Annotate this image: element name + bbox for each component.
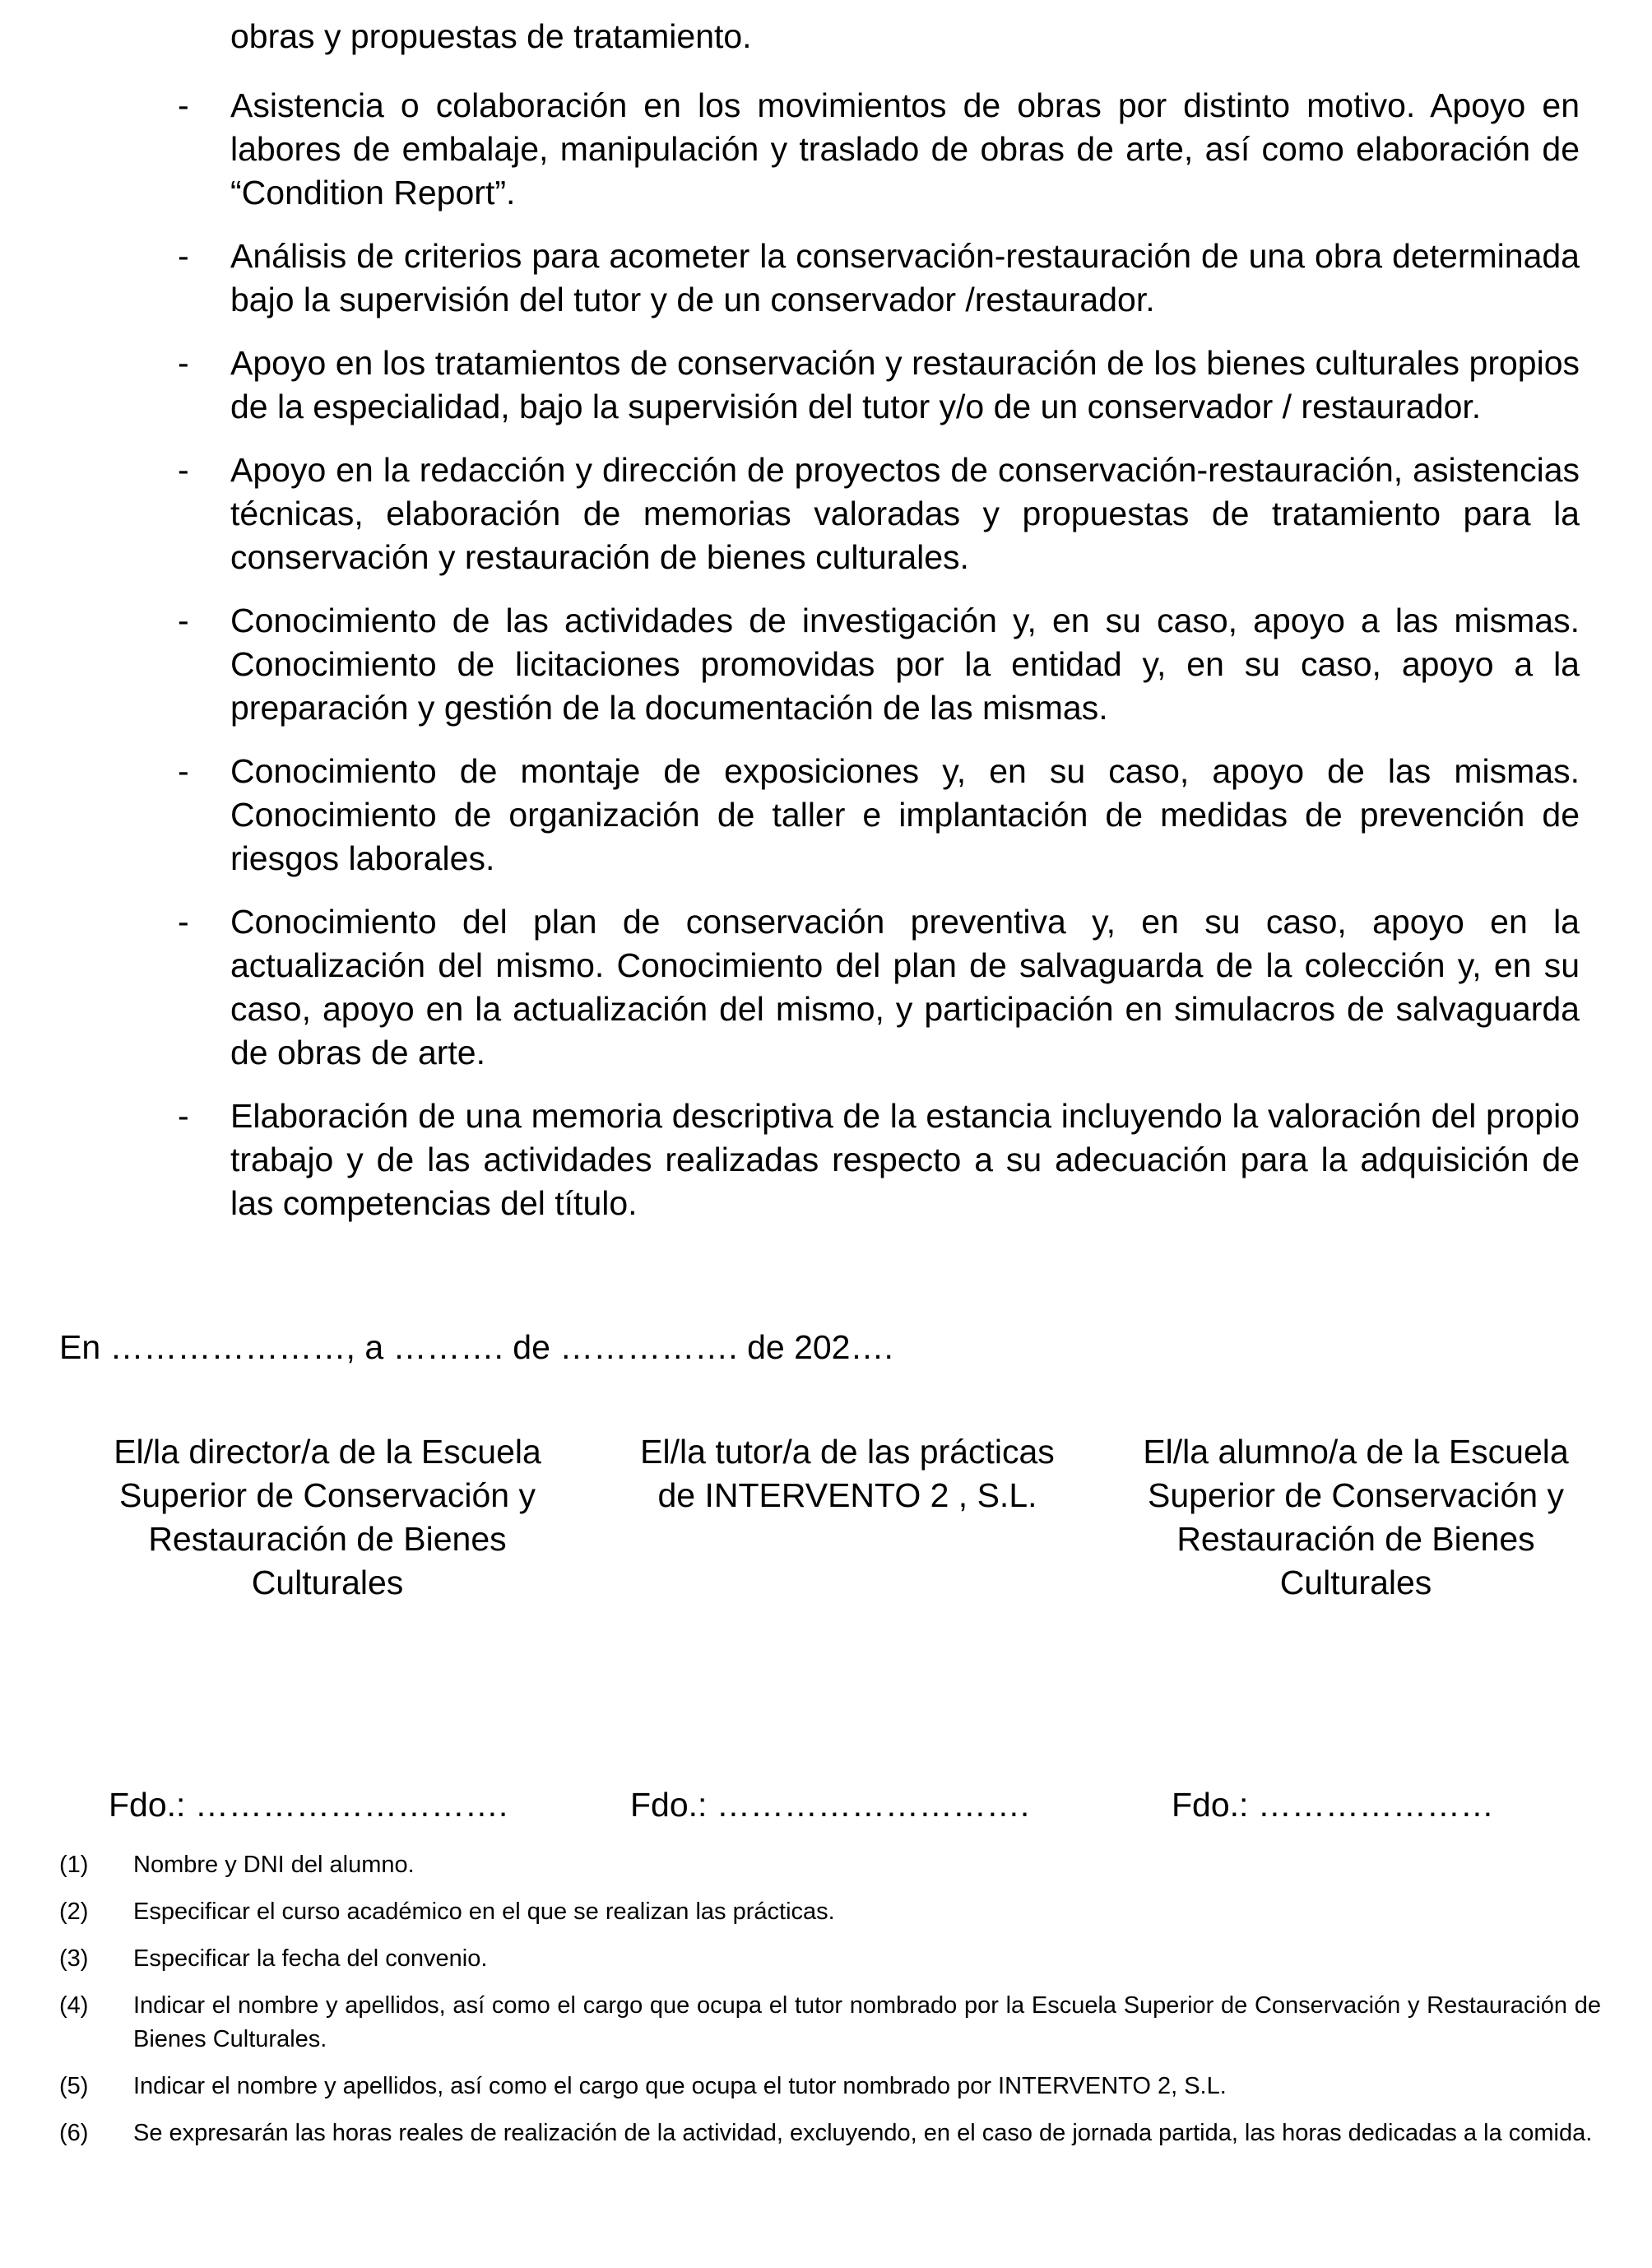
activities-list — [0, 84, 1652, 1245]
signature-line-director: Fdo.: ………………………. — [109, 1786, 508, 1824]
footnote-text: Especificar el curso académico en el que se realizan las prácticas. — [133, 1899, 835, 1925]
bullet-dash: - — [178, 86, 189, 124]
footnote-number: (2) — [59, 1899, 89, 1925]
list-item — [0, 235, 1652, 322]
list-item — [0, 599, 1652, 730]
signature-line-tutor: Fdo.: ………………………. — [630, 1786, 1030, 1824]
footnote — [0, 1895, 1652, 1929]
footnote-text: Indicar el nombre y apellidos, así como el cargo que ocupa el tutor nombrado por la Escuela Superior de Conservación y Restauración de Bienes Culturales. — [133, 1992, 1601, 2052]
footnote-text: Especificar la fecha del convenio. — [133, 1945, 488, 1972]
footnote — [0, 1989, 1652, 2057]
date-line: En …………………, a ………. de ……………. de 202…. — [59, 1328, 893, 1366]
bullet-dash: - — [178, 602, 189, 639]
list-item — [0, 84, 1652, 215]
signatory-tutor: El/la tutor/a de las prácticas de INTERVENTO 2 , S.L. — [640, 1433, 1055, 1514]
footnote — [0, 1848, 1652, 1882]
footnote-number: (1) — [59, 1852, 89, 1878]
footnote-text: Nombre y DNI del alumno. — [133, 1852, 415, 1878]
bullet-dash: - — [178, 1097, 189, 1135]
footnote-number: (6) — [59, 2120, 89, 2146]
signatory-director: El/la director/a de la Escuela Superior de Conservación y Restauración de Bienes Culturales — [114, 1433, 541, 1601]
footnote-number: (4) — [59, 1992, 89, 2019]
footnote — [0, 2117, 1652, 2150]
bullet-dash: - — [178, 237, 189, 275]
bullet-dash: - — [178, 752, 189, 790]
continuation-text: obras y propuestas de tratamiento. — [230, 17, 752, 55]
signatory-student: El/la alumno/a de la Escuela Superior de Conservación y Restauración de Bienes Culturales — [1143, 1433, 1569, 1601]
bullet-dash: - — [178, 903, 189, 941]
footnote — [0, 1942, 1652, 1976]
footnote-text: Se expresarán las horas reales de realización de la actividad, excluyendo, en el caso de jornada partida, las horas dedicadas a la comida. — [133, 2120, 1593, 2146]
footnote-number: (5) — [59, 2073, 89, 2099]
footnote-number: (3) — [59, 1945, 89, 1972]
list-item — [0, 342, 1652, 429]
list-item-text: Conocimiento de las actividades de investigación y, en su caso, apoyo a las mismas. Conocimiento de licitaciones promovidas por la entidad y, en su caso, apoyo a la preparación y gestión de la documentación de las mismas. — [230, 602, 1580, 727]
list-item-text: Conocimiento del plan de conservación preventiva y, en su caso, apoyo en la actualización del mismo. Conocimiento del plan de salvaguarda de la colección y, en su caso, apoyo en la actualización del mismo, y participación en simulacros de salvaguarda de obras de arte. — [230, 903, 1580, 1071]
list-item-text: Asistencia o colaboración en los movimientos de obras por distinto motivo. Apoyo en labores de embalaje, manipulación y traslado de obras de arte, así como elaboración de “Condition Report”. — [230, 86, 1580, 211]
list-item — [0, 1094, 1652, 1225]
list-item — [0, 750, 1652, 881]
list-item-text: Análisis de criterios para acometer la conservación-restauración de una obra determinada bajo la supervisión del tutor y de un conservador /restaurador. — [230, 237, 1580, 318]
list-item-text: Conocimiento de montaje de exposiciones y, en su caso, apoyo de las mismas. Conocimiento de organización de taller e implantación de medidas de prevención de riesgos laborales. — [230, 752, 1580, 877]
list-item-text: Apoyo en la redacción y dirección de proyectos de conservación-restauración, asistencias técnicas, elaboración de memorias valoradas y propuestas de tratamiento para la conservación y restauración de bienes culturales. — [230, 451, 1580, 576]
list-item-text: Apoyo en los tratamientos de conservación y restauración de los bienes culturales propios de la especialidad, bajo la supervisión del tutor y/o de un conservador / restaurador. — [230, 344, 1580, 425]
bullet-dash: - — [178, 451, 189, 489]
footnote-text: Indicar el nombre y apellidos, así como el cargo que ocupa el tutor nombrado por INTERVENTO 2, S.L. — [133, 2073, 1227, 2099]
list-item-text: Elaboración de una memoria descriptiva de la estancia incluyendo la valoración del propio trabajo y de las actividades realizadas respecto a su adecuación para la adquisición de las competencias del título. — [230, 1097, 1580, 1222]
footnote — [0, 2070, 1652, 2103]
list-item — [0, 900, 1652, 1075]
bullet-dash: - — [178, 344, 189, 382]
footnotes — [0, 1848, 1652, 2163]
signature-line-student: Fdo.: ………………… — [1172, 1786, 1494, 1824]
list-item — [0, 448, 1652, 579]
